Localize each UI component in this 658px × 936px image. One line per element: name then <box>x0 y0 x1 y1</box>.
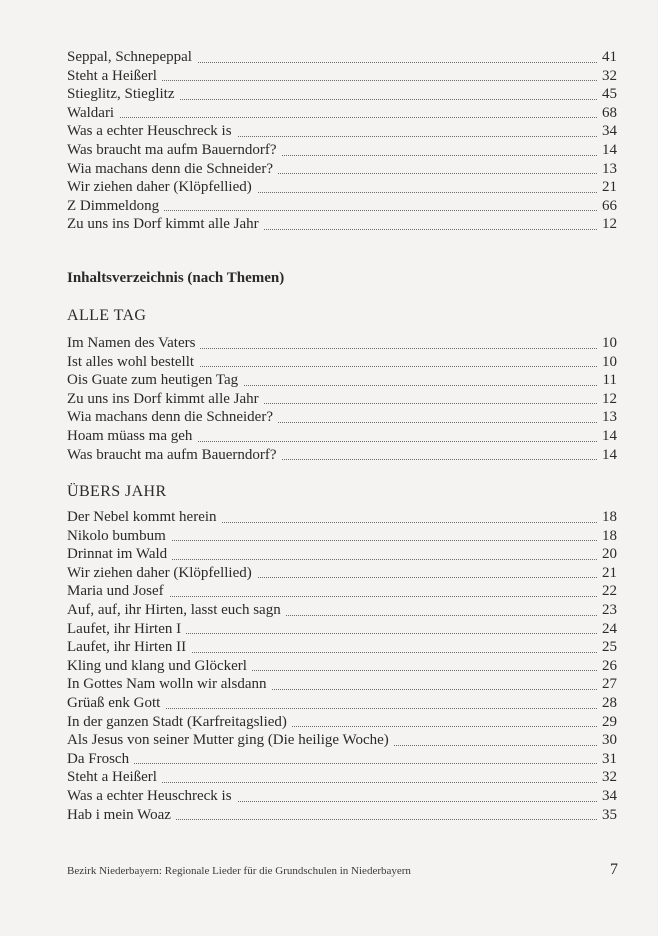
index-entry <box>67 427 617 446</box>
entry-page-number: 66 <box>597 197 617 216</box>
entry-page-number: 13 <box>597 160 617 179</box>
index-entry <box>67 731 617 750</box>
entry-page-number: 21 <box>597 178 617 197</box>
index-entry <box>67 446 617 465</box>
entry-page-number: 14 <box>597 141 617 160</box>
entry-page-number: 35 <box>597 806 617 825</box>
entry-page-number: 14 <box>597 446 617 465</box>
index-entry <box>67 141 617 160</box>
index-entry <box>67 545 617 564</box>
entry-page-number: 30 <box>597 731 617 750</box>
entry-page-number: 68 <box>597 104 617 123</box>
dot-leader <box>67 763 617 764</box>
entry-title: Waldari <box>67 105 119 121</box>
index-entry <box>67 104 617 123</box>
section-alle-tag-list <box>67 334 617 464</box>
entry-page-number: 21 <box>597 564 617 583</box>
entry-page-number: 31 <box>597 750 617 769</box>
entry-title: Was braucht ma aufm Bauerndorf? <box>67 142 282 158</box>
index-entry <box>67 675 617 694</box>
index-entry <box>67 750 617 769</box>
index-entry <box>67 638 617 657</box>
entry-page-number: 20 <box>597 545 617 564</box>
entry-page-number: 45 <box>597 85 617 104</box>
page-number: 7 <box>610 861 618 878</box>
entry-page-number: 25 <box>597 638 617 657</box>
entry-page-number: 22 <box>597 582 617 601</box>
entry-page-number: 28 <box>597 694 617 713</box>
entry-title: Z Dimmeldong <box>67 198 164 214</box>
entry-page-number: 12 <box>597 215 617 234</box>
entry-title: In der ganzen Stadt (Karfreitagslied) <box>67 714 292 730</box>
index-entry <box>67 334 617 353</box>
footer-text: Bezirk Niederbayern: Regionale Lieder für die Grundschulen in Niederbayern <box>67 865 411 877</box>
entry-title: Kling und klang und Glöckerl <box>67 658 252 674</box>
entry-page-number: 24 <box>597 620 617 639</box>
entry-page-number: 34 <box>597 787 617 806</box>
dot-leader <box>67 117 617 118</box>
index-entry <box>67 85 617 104</box>
entry-title: Drinnat im Wald <box>67 546 172 562</box>
index-entry <box>67 657 617 676</box>
entry-title: In Gottes Nam wolln wir alsdann <box>67 676 272 692</box>
entry-page-number: 29 <box>597 713 617 732</box>
index-entry <box>67 67 617 86</box>
index-entry <box>67 620 617 639</box>
section-title-uebers-jahr: ÜBERS JAHR <box>67 483 167 500</box>
entry-page-number: 14 <box>597 427 617 446</box>
index-entry <box>67 582 617 601</box>
entry-title: Hab i mein Woaz <box>67 807 176 823</box>
entry-title: Als Jesus von seiner Mutter ging (Die heilige Woche) <box>67 732 394 748</box>
entry-title: Steht a Heißerl <box>67 68 162 84</box>
index-entry <box>67 694 617 713</box>
entry-page-number: 32 <box>597 768 617 787</box>
entry-title: Wir ziehen daher (Klöpfellied) <box>67 565 257 581</box>
index-entry <box>67 508 617 527</box>
index-entry <box>67 160 617 179</box>
entry-title: Maria und Josef <box>67 583 169 599</box>
entry-page-number: 12 <box>597 390 617 409</box>
index-entry <box>67 122 617 141</box>
entry-title: Grüaß enk Gott <box>67 695 165 711</box>
section-title-alle-tag: ALLE TAG <box>67 307 147 324</box>
entry-title: Wia machans denn die Schneider? <box>67 161 278 177</box>
entry-title: Zu uns ins Dorf kimmt alle Jahr <box>67 216 264 232</box>
entry-title: Wir ziehen daher (Klöpfellied) <box>67 179 257 195</box>
index-entry <box>67 353 617 372</box>
entry-page-number: 41 <box>597 48 617 67</box>
entry-title: Was a echter Heuschreck is <box>67 123 237 139</box>
entry-title: Zu uns ins Dorf kimmt alle Jahr <box>67 391 264 407</box>
entry-title: Auf, auf, ihr Hirten, lasst euch sagn <box>67 602 286 618</box>
entry-title: Da Frosch <box>67 751 134 767</box>
entry-title: Der Nebel kommt herein <box>67 509 222 525</box>
entry-page-number: 11 <box>598 371 617 390</box>
entry-title: Seppal, Schnepeppal <box>67 49 197 65</box>
entry-page-number: 10 <box>597 353 617 372</box>
alphabetic-index-continued <box>67 48 617 234</box>
index-entry <box>67 371 617 390</box>
entry-page-number: 27 <box>597 675 617 694</box>
entry-page-number: 13 <box>597 408 617 427</box>
entry-title: Stieglitz, Stieglitz <box>67 86 180 102</box>
entry-title: Laufet, ihr Hirten I <box>67 621 186 637</box>
entry-title: Im Namen des Vaters <box>67 335 200 351</box>
entry-title: Was a echter Heuschreck is <box>67 788 237 804</box>
entry-title: Ist alles wohl bestellt <box>67 354 199 370</box>
index-entry <box>67 713 617 732</box>
index-entry <box>67 601 617 620</box>
index-entry <box>67 806 617 825</box>
entry-title: Was braucht ma aufm Bauerndorf? <box>67 447 282 463</box>
index-entry <box>67 215 617 234</box>
entry-title: Laufet, ihr Hirten II <box>67 639 191 655</box>
entry-title: Steht a Heißerl <box>67 769 162 785</box>
entry-page-number: 34 <box>597 122 617 141</box>
index-entry <box>67 768 617 787</box>
entry-title: Wia machans denn die Schneider? <box>67 409 278 425</box>
index-entry <box>67 787 617 806</box>
index-entry <box>67 178 617 197</box>
index-entry <box>67 48 617 67</box>
index-entry <box>67 527 617 546</box>
entry-title: Nikolo bumbum <box>67 528 171 544</box>
index-entry <box>67 564 617 583</box>
section-uebers-jahr-list <box>67 508 617 824</box>
entry-page-number: 23 <box>597 601 617 620</box>
entry-page-number: 32 <box>597 67 617 86</box>
index-entry <box>67 390 617 409</box>
index-entry <box>67 408 617 427</box>
entry-title: Hoam müass ma geh <box>67 428 197 444</box>
entry-page-number: 18 <box>597 508 617 527</box>
index-entry <box>67 197 617 216</box>
entry-page-number: 10 <box>597 334 617 353</box>
entry-page-number: 18 <box>597 527 617 546</box>
entry-title: Ois Guate zum heutigen Tag <box>67 372 243 388</box>
entry-page-number: 26 <box>597 657 617 676</box>
themes-index-heading: Inhaltsverzeichnis (nach Themen) <box>67 270 285 286</box>
